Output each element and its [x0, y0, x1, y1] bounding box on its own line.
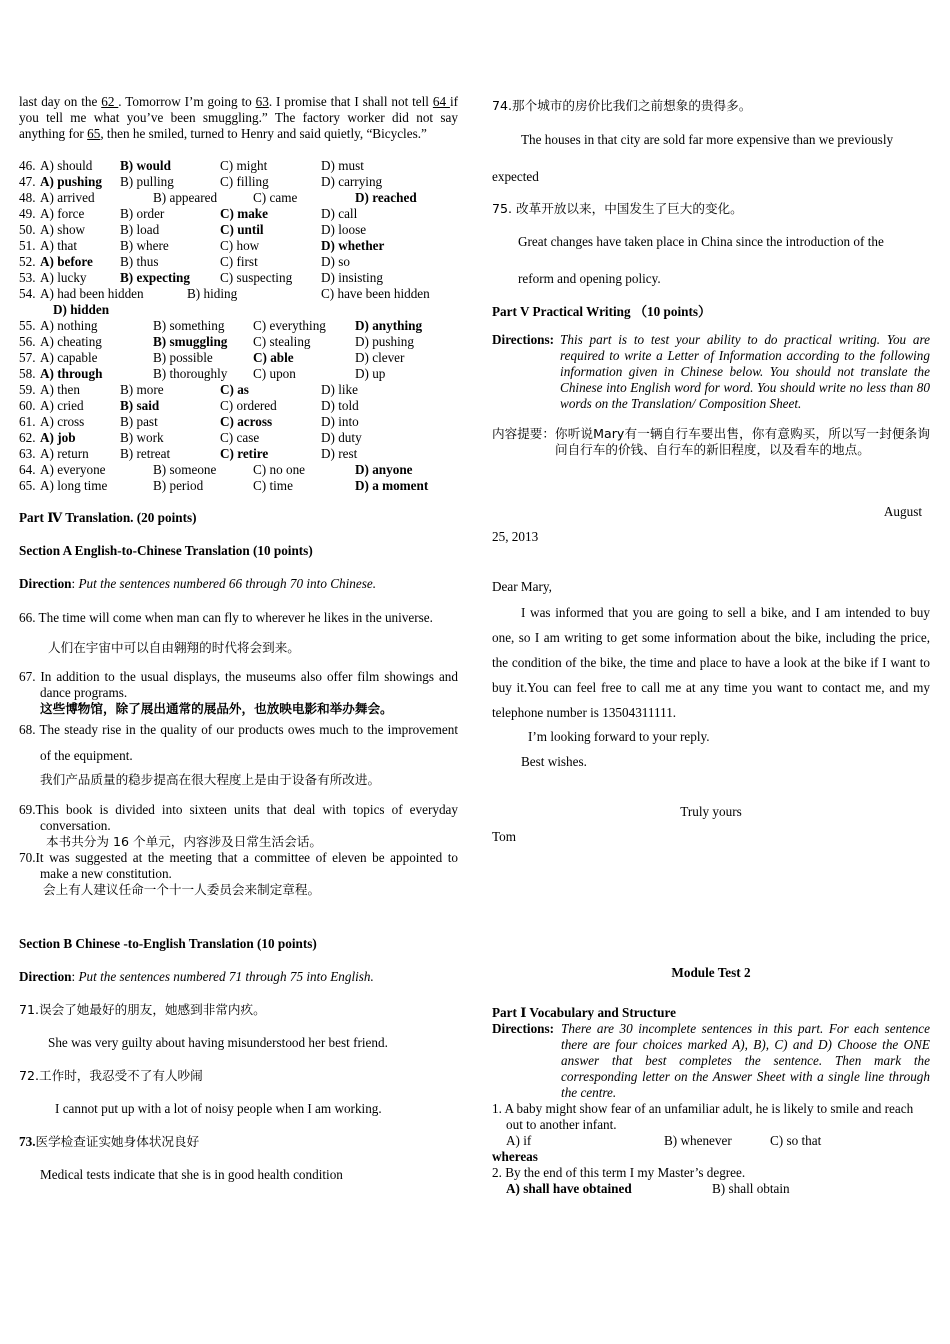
section-b-title: Section B Chinese -to-English Translation (10 points) [19, 936, 317, 951]
option-b: B) shall obtain [712, 1181, 790, 1196]
answer-row [19, 238, 458, 254]
option-b: B) more [120, 382, 164, 397]
option-a: A) return [40, 446, 89, 461]
option-d: D) hidden [53, 302, 110, 317]
option-b: B) load [120, 222, 160, 237]
question-number: 61. [19, 414, 36, 429]
question-number: 51. [19, 238, 36, 253]
answer-74-line2: expected [492, 169, 539, 184]
option-c: C) ordered [220, 398, 277, 413]
answer-72: I cannot put up with a lot of noisy people when I am working. [55, 1101, 382, 1116]
letter-body: I was informed that you are going to sell a bike, and I am intended to buy one, so I am writing to get some information about the bike, including the price, the condition of the bike, the time and place to have a look at the bike if I want to buy it.You can feel free to call me at any time you want to contact me, and my telephone number is 13504311111. [492, 605, 930, 720]
passage-text: if you tell me what you’ve been smuggling.” The factory worker did not say anything for [19, 94, 459, 141]
question-text: 医学检查证实她身体状况良好 [35, 1134, 200, 1149]
directions-text: There are 30 incomplete sentences in this part. For each sentence there are four choices marked A), B), C) and D) Choose the ONE answer that best completes the sentence. Then mark the corresponding letter on the Answer Sheet with a single line through the centre. [561, 1021, 930, 1100]
option-d: D) carrying [321, 174, 383, 189]
option-c: C) suspecting [220, 270, 293, 285]
question-70: 70.It was suggested at the meeting that a committee of eleven be appointed to make a new constitution. [19, 850, 458, 881]
question-number: 59. [19, 382, 36, 397]
question-number: 53. [19, 270, 36, 285]
option-a: A) shall have obtained [506, 1181, 632, 1196]
question-number: 49. [19, 206, 36, 221]
option-d: D) clever [355, 350, 405, 365]
option-b: B) thus [120, 254, 159, 269]
option-b: B) something [153, 318, 225, 333]
answer-row [19, 334, 458, 350]
option-c: C) case [220, 430, 260, 445]
option-a: A) capable [40, 350, 98, 365]
answer-row [19, 414, 458, 430]
option-a: A) had been hidden [40, 286, 144, 301]
option-d: D) whether [321, 238, 385, 253]
answer-row [19, 446, 458, 462]
question-number: 46. [19, 158, 36, 173]
option-b: B) pulling [120, 174, 174, 189]
left-column [19, 94, 458, 1183]
letter-forward: I’m looking forward to your reply. [528, 729, 710, 744]
question-number: 60. [19, 398, 36, 413]
option-c: C) how [220, 238, 260, 253]
option-a: A) that [40, 238, 77, 253]
option-a: A) then [40, 382, 80, 397]
question-number: 57. [19, 350, 36, 365]
option-d: D) must [321, 158, 364, 173]
option-a: A) lucky [40, 270, 87, 285]
blank-65: 65 [87, 126, 101, 141]
option-a: A) show [40, 222, 86, 237]
option-b: B) smuggling [153, 334, 228, 349]
option-d: D) anything [355, 318, 423, 333]
part1-title: Part Ⅰ Vocabulary and Structure [492, 1005, 676, 1020]
option-c: C) might [220, 158, 268, 173]
option-a: A) should [40, 158, 93, 173]
passage-text: . Tomorrow I’m going to [118, 94, 256, 109]
letter-wishes: Best wishes. [521, 754, 587, 769]
section-a-direction: Direction: Put the sentences numbered 66 through 70 into Chinese. [19, 576, 376, 591]
option-c: C) able [253, 350, 294, 365]
option-a: A) job [40, 430, 76, 445]
option-d: D) duty [321, 430, 362, 445]
module-question-1-options [492, 1133, 930, 1149]
answer-row [19, 462, 458, 478]
answer-row [19, 350, 458, 366]
answer-row [19, 286, 458, 302]
question-number: 65. [19, 478, 36, 493]
option-a: A) arrived [40, 190, 95, 205]
option-a: A) cross [40, 414, 85, 429]
question-74: 74.那个城市的房价比我们之前想象的贵得多。 [492, 98, 752, 113]
option-c: C) make [220, 206, 268, 221]
directions-label: Directions: [492, 1021, 555, 1036]
option-c: C) came [253, 190, 298, 205]
answer-row [19, 398, 458, 414]
question-71: 71.误会了她最好的朋友，她感到非常内疚。 [19, 1002, 266, 1017]
option-c: C) retire [220, 446, 269, 461]
option-d: D) call [321, 206, 358, 221]
answer-key-list [19, 158, 458, 494]
question-75: 75. 改革开放以来，中国发生了巨大的变化。 [492, 201, 743, 216]
answer-71: She was very guilty about having misunderstood her best friend. [48, 1035, 388, 1050]
option-c: C) first [220, 254, 258, 269]
part5-directions [492, 332, 930, 412]
answer-73: Medical tests indicate that she is in good health condition [40, 1167, 343, 1182]
answer-row [19, 254, 458, 270]
answer-row [19, 206, 458, 222]
question-number: 47. [19, 174, 36, 189]
answer-row [19, 318, 458, 334]
option-d: D) loose [321, 222, 367, 237]
question-72: 72.工作时，我忍受不了有人吵闹 [19, 1068, 203, 1083]
question-73 [19, 1134, 458, 1150]
direction-label: Direction [19, 576, 72, 591]
option-b: B) expecting [120, 270, 190, 285]
answer-row [19, 174, 458, 190]
direction-text: Put the sentences numbered 71 through 75 into English. [78, 969, 374, 984]
section-b-direction: Direction: Put the sentences numbered 71 through 75 into English. [19, 969, 374, 984]
option-b: B) someone [153, 462, 217, 477]
part1-directions [492, 1021, 930, 1101]
answer-row [19, 366, 458, 382]
direction-text: Put the sentences numbered 66 through 70 into Chinese. [78, 576, 376, 591]
passage-text: last day on the [19, 94, 102, 109]
option-d: D) pushing [355, 334, 414, 349]
question-number: 56. [19, 334, 36, 349]
passage-text: . I promise that I shall not tell [268, 94, 433, 109]
question-number: 64. [19, 462, 36, 477]
direction-label: Direction [19, 969, 72, 984]
answer-75-line2: reform and opening policy. [518, 271, 661, 286]
option-c: C) upon [253, 366, 296, 381]
answer-68: 我们产品质量的稳步提高在很大程度上是由于设备有所改进。 [40, 772, 381, 787]
question-number: 73. [19, 1134, 36, 1149]
content-text: 你听说Mary有一辆自行车要出售，你有意购买，所以写一封便条询问自行车的价钱、自行车的新旧程度，以及看车的地点。 [554, 426, 930, 457]
answer-row [19, 478, 458, 494]
option-a: A) pushing [40, 174, 102, 189]
question-number: 54. [19, 286, 36, 301]
directions-text: This part is to test your ability to do practical writing. You are required to write a Letter of Information according to the following information given in Chinese below. You should not translate the Chinese into English word for word. You should write no less than 80 words on the Translation/ Composition Sheet. [560, 332, 930, 411]
option-a: A) nothing [40, 318, 98, 333]
right-column [492, 94, 930, 1197]
passage-text: , then he smiled, turned to Henry and said quietly, “Bicycles.” [100, 126, 427, 141]
option-b: B) would [120, 158, 171, 173]
question-number: 50. [19, 222, 36, 237]
option-d: D) into [321, 414, 359, 429]
option-b: B) work [120, 430, 164, 445]
option-c: C) stealing [253, 334, 311, 349]
question-number: 52. [19, 254, 36, 269]
answer-69: 本书共分为 16 个单元，内容涉及日常生活会话。 [46, 834, 322, 849]
answer-74-line1: The houses in that city are sold far more expensive than we previously [521, 132, 894, 147]
option-d: D) rest [321, 446, 358, 461]
answer-67: 这些博物馆，除了展出通常的展品外，也放映电影和举办舞会。 [40, 701, 393, 716]
option-d: D) like [321, 382, 358, 397]
module-question-1-option-d: whereas [492, 1149, 538, 1164]
option-c: C) as [220, 382, 249, 397]
option-a: A) cheating [40, 334, 102, 349]
answer-row-continued [19, 302, 458, 318]
option-b: B) whenever [664, 1133, 732, 1148]
option-b: B) order [120, 206, 165, 221]
directions-label: Directions: [492, 332, 555, 347]
option-b: B) where [120, 238, 169, 253]
option-d: D) up [355, 366, 386, 381]
blank-62: 62 [101, 94, 119, 109]
option-a: A) everyone [40, 462, 106, 477]
question-number: 58. [19, 366, 36, 381]
answer-row [19, 382, 458, 398]
option-b: B) possible [153, 350, 213, 365]
passage-ending [19, 94, 458, 142]
option-d: D) told [321, 398, 359, 413]
answer-row [19, 158, 458, 174]
option-a: A) if [506, 1133, 532, 1148]
part4-title: Part Ⅳ Translation. (20 points) [19, 510, 197, 525]
option-b: B) retreat [120, 446, 171, 461]
content-summary [492, 426, 930, 458]
question-68: 68. The steady rise in the quality of our products owes much to the improvement of the equipment. [19, 722, 458, 763]
option-b: B) appeared [153, 190, 218, 205]
question-67: 67. In addition to the usual displays, the museums also offer film showings and dance programs. [19, 669, 458, 700]
letter-date-day: 25, 2013 [492, 529, 539, 544]
option-c: C) have been hidden [321, 286, 430, 301]
option-a: A) force [40, 206, 85, 221]
answer-row [19, 430, 458, 446]
answer-row [19, 222, 458, 238]
blank-63: 63 [255, 94, 269, 109]
question-number: 62. [19, 430, 36, 445]
blank-64: 64 [432, 94, 450, 109]
question-number: 48. [19, 190, 36, 205]
option-c: C) filling [220, 174, 269, 189]
option-c: C) everything [253, 318, 326, 333]
module-question-1: 1. A baby might show fear of an unfamiliar adult, he is likely to smile and reach out to another infant. [492, 1101, 914, 1132]
option-c: C) across [220, 414, 273, 429]
letter-signature: Tom [492, 829, 516, 844]
question-number: 55. [19, 318, 36, 333]
letter-closing: Truly yours [680, 804, 742, 819]
option-c: C) time [253, 478, 293, 493]
option-c: C) so that [770, 1133, 822, 1148]
answer-row [19, 270, 458, 286]
answer-66: 人们在宇宙中可以自由翱翔的时代将会到来。 [48, 640, 300, 655]
option-c: C) until [220, 222, 264, 237]
option-b: B) period [153, 478, 204, 493]
module-question-2-options [492, 1181, 930, 1197]
module-title: Module Test 2 [671, 965, 751, 980]
section-a-title: Section A English-to-Chinese Translation (10 points) [19, 543, 313, 558]
option-a: A) through [40, 366, 103, 381]
answer-70: 会上有人建议任命一个十一人委员会来制定章程。 [43, 882, 321, 897]
question-number: 63. [19, 446, 36, 461]
content-label: 内容提要： [492, 426, 555, 441]
letter-date-month: August [883, 504, 922, 519]
option-d: D) a moment [355, 478, 429, 493]
answer-75-line1: Great changes have taken place in China since the introduction of the [518, 234, 884, 249]
option-b: B) said [120, 398, 160, 413]
part5-title: Part V Practical Writing （10 points） [492, 304, 712, 319]
question-69: 69.This book is divided into sixteen units that deal with topics of everyday conversation. [19, 802, 458, 833]
option-d: D) insisting [321, 270, 383, 285]
answer-row [19, 190, 458, 206]
option-b: B) past [120, 414, 158, 429]
option-d: D) reached [355, 190, 417, 205]
option-a: A) long time [40, 478, 108, 493]
question-66: 66. The time will come when man can fly to wherever he likes in the universe. [19, 610, 433, 625]
option-c: C) no one [253, 462, 306, 477]
option-a: A) before [40, 254, 93, 269]
option-d: D) anyone [355, 462, 413, 477]
option-b: B) hiding [187, 286, 238, 301]
option-b: B) thoroughly [153, 366, 228, 381]
letter-greeting: Dear Mary, [492, 579, 552, 594]
module-question-2: 2. By the end of this term I my Master’s degree. [492, 1165, 746, 1180]
option-d: D) so [321, 254, 350, 269]
option-a: A) cried [40, 398, 84, 413]
